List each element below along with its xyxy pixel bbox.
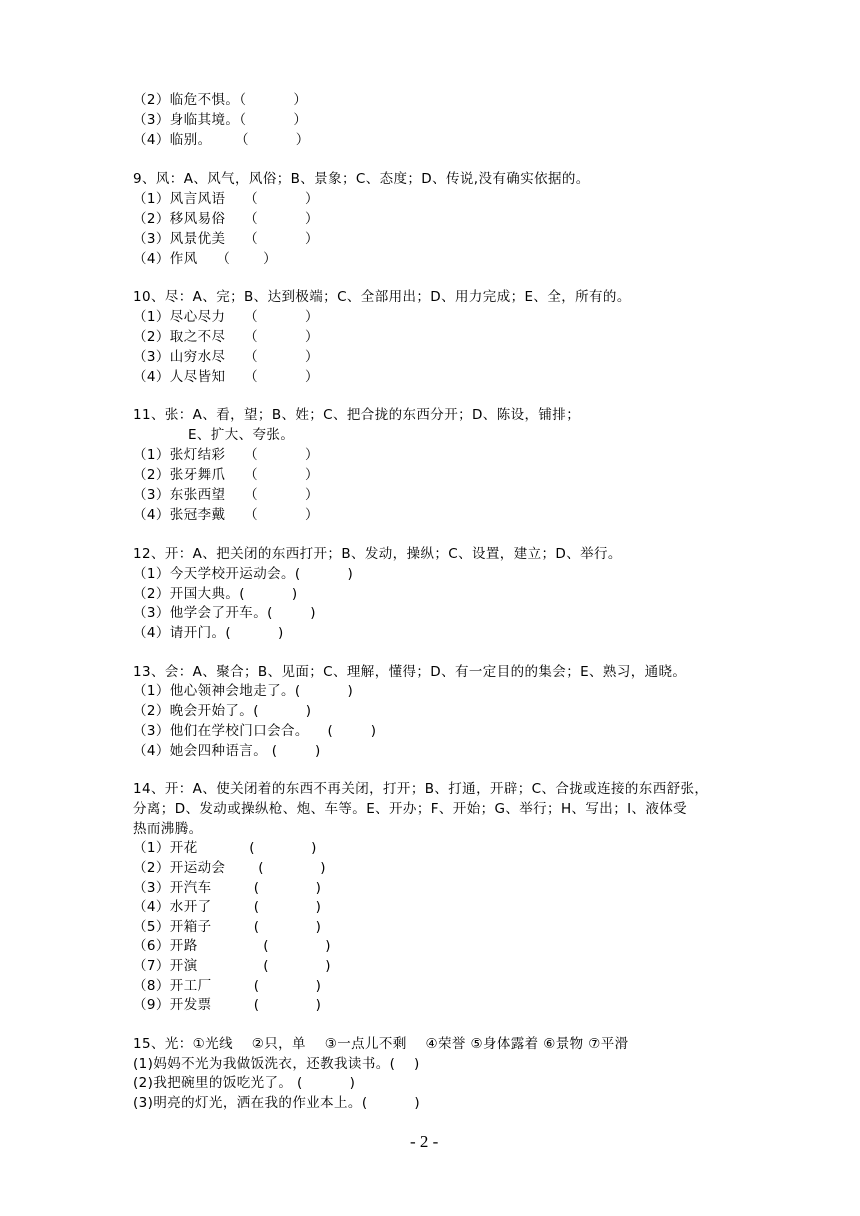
question-heading: 12、开：A、把关闭的东西打开；B、发动，操纵；C、设置，建立；D、举行。: [133, 546, 622, 562]
text-line: （1）风言风语 （ ）: [133, 191, 319, 207]
text-line: (1)妈妈不光为我做饭洗衣，还教我读书。( ): [133, 1056, 420, 1072]
text-line: （3）他们在学校门口会合。 ( ): [133, 723, 377, 739]
text-line: （2）开运动会 ( ): [133, 860, 326, 876]
text-line: （7）开演 ( ): [133, 958, 331, 974]
text-line: （3）风景优美 （ ）: [133, 231, 319, 247]
question-heading: 13、会：A、聚合；B、见面；C、理解，懂得；D、有一定目的的集会；E、熟习，通晓。: [133, 664, 687, 680]
text-line: （8）开工厂 ( ): [133, 978, 322, 994]
text-line: （2）移风易俗 （ ）: [133, 211, 319, 227]
question-heading: 14、开：A、使关闭着的东西不再关闭，打开；B、打通，开辟；C、合拢或连接的东西舒张，: [133, 781, 709, 797]
text-line: （4）水开了 ( ): [133, 899, 322, 915]
question-heading: 11、张：A、看，望；B、姓；C、把合拢的东西分开；D、陈设，铺排；: [133, 407, 581, 423]
text-line: （2）开国大典。( ): [133, 586, 298, 602]
text-line: （4）请开门。( ): [133, 625, 284, 641]
text-line: （3）山穷水尽 （ ）: [133, 349, 319, 365]
question-heading: 9、风：A、风气，风俗；B、景象；C、态度；D、传说,没有确实依据的。: [133, 171, 590, 187]
text-line: (2)我把碗里的饭吃光了。 ( ): [133, 1075, 356, 1091]
text-line: （1）开花 ( ): [133, 840, 317, 856]
text-line: （4）人尽皆知 （ ）: [133, 369, 319, 385]
question-heading: 10、尽：A、完；B、达到极端；C、全部用出；D、用力完成；E、全，所有的。: [133, 289, 631, 305]
text-line: （4）她会四种语言。 ( ): [133, 743, 321, 759]
text-line: （4）作风 （ ）: [133, 251, 277, 267]
question-heading-continued: 热而沸腾。: [133, 821, 203, 837]
text-line: （1）今天学校开运动会。( ): [133, 566, 354, 582]
text-line: （4）临别。 （ ）: [133, 132, 310, 148]
question-heading-continued: E、扩大、夸张。: [188, 427, 295, 443]
text-line: （4）张冠李戴 （ ）: [133, 507, 319, 523]
text-line: （2）晚会开始了。( ): [133, 703, 312, 719]
text-line: （3）他学会了开车。( ): [133, 605, 316, 621]
text-line: （9）开发票 ( ): [133, 997, 322, 1013]
text-line: （3）东张西望 （ ）: [133, 487, 319, 503]
text-line: （6）开路 ( ): [133, 938, 331, 954]
text-line: (3)明亮的灯光，洒在我的作业本上。( ): [133, 1095, 421, 1111]
text-line: （2）临危不惧。（ ）: [133, 92, 308, 108]
text-line: （1）尽心尽力 （ ）: [133, 309, 319, 325]
page-number: - 2 -: [410, 1132, 439, 1151]
text-line: （3）身临其境。（ ）: [133, 112, 308, 128]
text-line: （1）张灯结彩 （ ）: [133, 447, 319, 463]
text-line: （1）他心领神会地走了。( ): [133, 683, 354, 699]
text-line: （2）取之不尽 （ ）: [133, 329, 319, 345]
text-line: （3）开汽车 ( ): [133, 880, 322, 896]
text-line: （2）张牙舞爪 （ ）: [133, 467, 319, 483]
question-heading-continued: 分离；D、发动或操纵枪、炮、车等。E、开办；F、开始；G、举行；H、写出；I、液体受: [133, 801, 688, 817]
question-heading: 15、光：①光线 ②只，单 ③一点儿不剩 ④荣誉 ⑤身体露着 ⑥景物 ⑦平滑: [133, 1036, 629, 1052]
text-line: （5）开箱子 ( ): [133, 919, 322, 935]
